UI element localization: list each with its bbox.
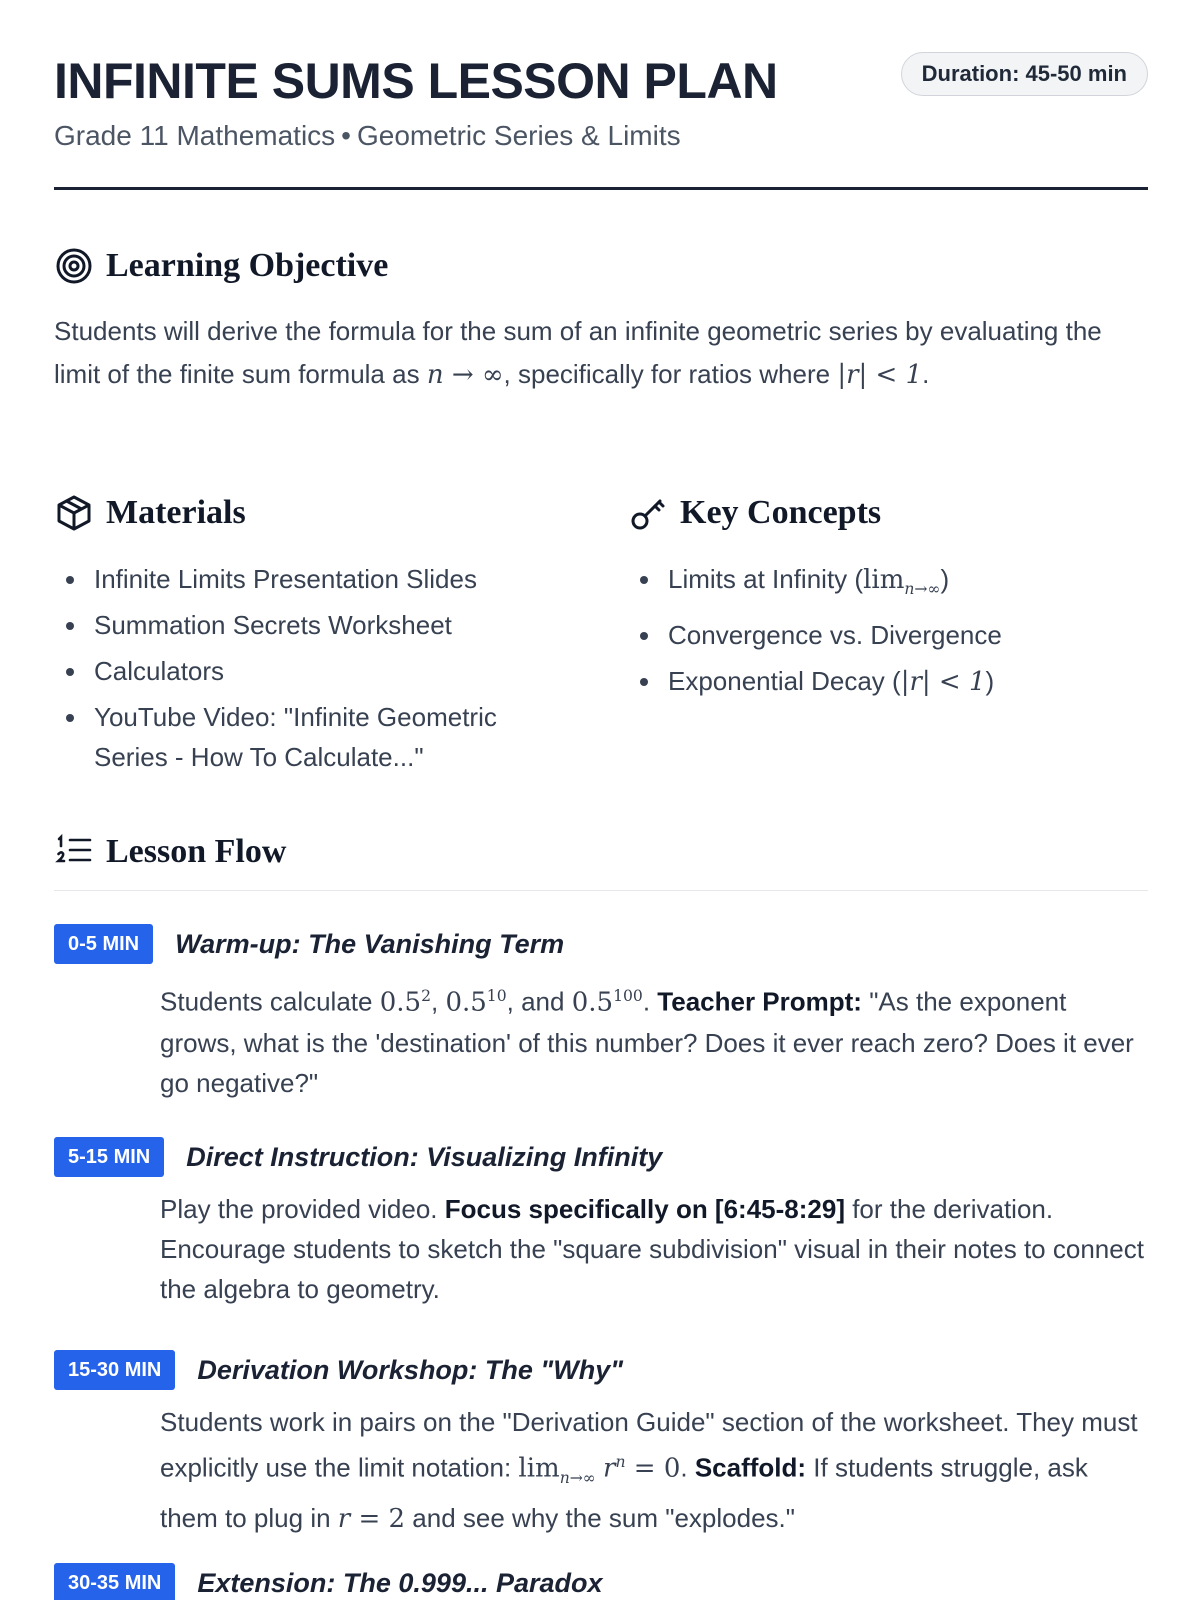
step-description [160,1402,1148,1539]
step-text: , [430,986,446,1017]
list-item: Infinite Limits Presentation Slides [54,559,574,599]
math-exponent: 100 [613,987,643,1005]
flow-step [54,1563,1148,1600]
step-text: and see why the sum "explodes." [405,1502,795,1533]
math-equals: = 2 [350,1503,406,1534]
subtitle-separator: • [341,120,351,151]
math-lim-subscript: n→∞ [904,580,941,599]
objective-text [54,310,1148,397]
concept-text: ) [940,564,950,594]
header [54,0,1148,190]
subtitle-topic: Geometric Series & Limits [356,120,681,151]
objective-heading-row [54,246,1148,286]
objective-text-part: Students will derive the formula for the sum of an infinite geometric series by evaluating the limit of the finite sum formula as [54,316,1102,389]
step-text: Students calculate [160,986,380,1017]
flow-divider [54,890,1148,891]
step-title: Direct Instruction: Visualizing Infinity [186,1141,663,1172]
lesson-plan-page [54,0,1148,1598]
time-badge: 5-15 MIN [54,1137,164,1177]
concept-text: Limits at Infinity ( [668,564,864,594]
step-text: for the derivation. Encourage students to sketch the "square subdivision" visual in their notes to connect the algebra to geometry. [160,1194,1144,1304]
concepts-section [628,493,1148,708]
step-title: Extension: The 0.999... Paradox [197,1567,603,1598]
duration-badge: Duration: 45-50 min [901,52,1148,96]
math-exponent: 10 [486,987,507,1005]
teacher-prompt-label: Teacher Prompt: [657,986,862,1017]
flow-step [54,1350,1148,1539]
math-ratio-condition: |r| < 1 [900,667,986,698]
math-r: r [337,1503,351,1534]
concepts-heading: Key Concepts [680,494,882,531]
list-item [628,559,1148,609]
concept-text: ) [985,666,995,697]
math-value: 0.5 [379,987,422,1018]
list-item: YouTube Video: "Infinite Geometric Series - How To Calculate..." [54,697,574,777]
materials-list [54,559,574,777]
numbered-list-icon [54,832,94,872]
math-exponent: n [615,1453,626,1471]
step-text: "As the exponent grows, what is the 'destination' of this number? Does it ever reach zero? Does it ever go negative?" [160,986,1134,1098]
list-item: Convergence vs. Divergence [628,615,1148,655]
key-icon [628,493,668,533]
step-description [160,976,1148,1103]
math-lim-subscript: n→∞ [559,1468,596,1487]
concepts-heading-row [628,493,1148,533]
step-text: Play the provided video. [160,1194,445,1224]
step-header [54,924,1148,964]
flow-step [54,1137,1148,1309]
flow-heading: Lesson Flow [106,833,287,870]
math-lim: lim [518,1453,560,1484]
step-text: , and [506,986,572,1017]
step-text: . [680,1452,695,1483]
step-header [54,1563,1148,1600]
step-title: Warm-up: The Vanishing Term [175,928,565,959]
math-exponent: 2 [421,987,431,1005]
math-ratio-condition: |r| < 1 [837,360,923,390]
concepts-list [628,559,1148,702]
math-lim: lim [863,565,905,595]
step-title: Derivation Workshop: The "Why" [197,1354,624,1385]
flow-heading-row [54,832,1148,872]
time-badge: 15-30 MIN [54,1350,175,1390]
target-icon [54,246,94,286]
lesson-flow-section [54,832,1148,891]
objective-section [54,246,1148,397]
concept-text: Exponential Decay ( [668,666,901,697]
step-text: Students work in pairs on the "Derivation Guide" section of the worksheet. They must explicitly use the limit notation: [160,1407,1138,1483]
cube-icon [54,493,94,533]
step-description [160,1189,1148,1309]
focus-emphasis: Focus specifically on [6:45-8:29] [444,1194,845,1224]
page-title: INFINITE SUMS LESSON PLAN [54,53,778,109]
time-badge: 30-35 MIN [54,1563,175,1600]
step-header [54,1137,1148,1177]
objective-text-part: . [922,359,930,389]
list-item: Summation Secrets Worksheet [54,605,574,645]
flow-step [54,924,1148,1103]
objective-text-part: , specifically for ratios where [503,359,838,389]
time-badge: 0-5 MIN [54,924,153,964]
math-value: 0.5 [445,987,487,1018]
subtitle-grade: Grade 11 Mathematics [54,120,336,151]
objective-heading: Learning Objective [106,247,389,284]
step-text: If students struggle, ask them to plug in [160,1452,1088,1533]
materials-heading: Materials [106,494,246,531]
list-item [628,661,1148,702]
step-header [54,1350,1148,1390]
math-r: r [603,1453,616,1484]
page-subtitle [54,120,681,152]
math-n-to-infinity: n → ∞ [426,360,504,390]
step-text: . [642,986,658,1017]
list-item: Calculators [54,651,574,691]
scaffold-label: Scaffold: [694,1452,807,1483]
materials-section [54,493,574,783]
materials-heading-row [54,493,574,533]
math-value: 0.5 [571,987,614,1018]
math-equals: = 0 [625,1453,681,1484]
